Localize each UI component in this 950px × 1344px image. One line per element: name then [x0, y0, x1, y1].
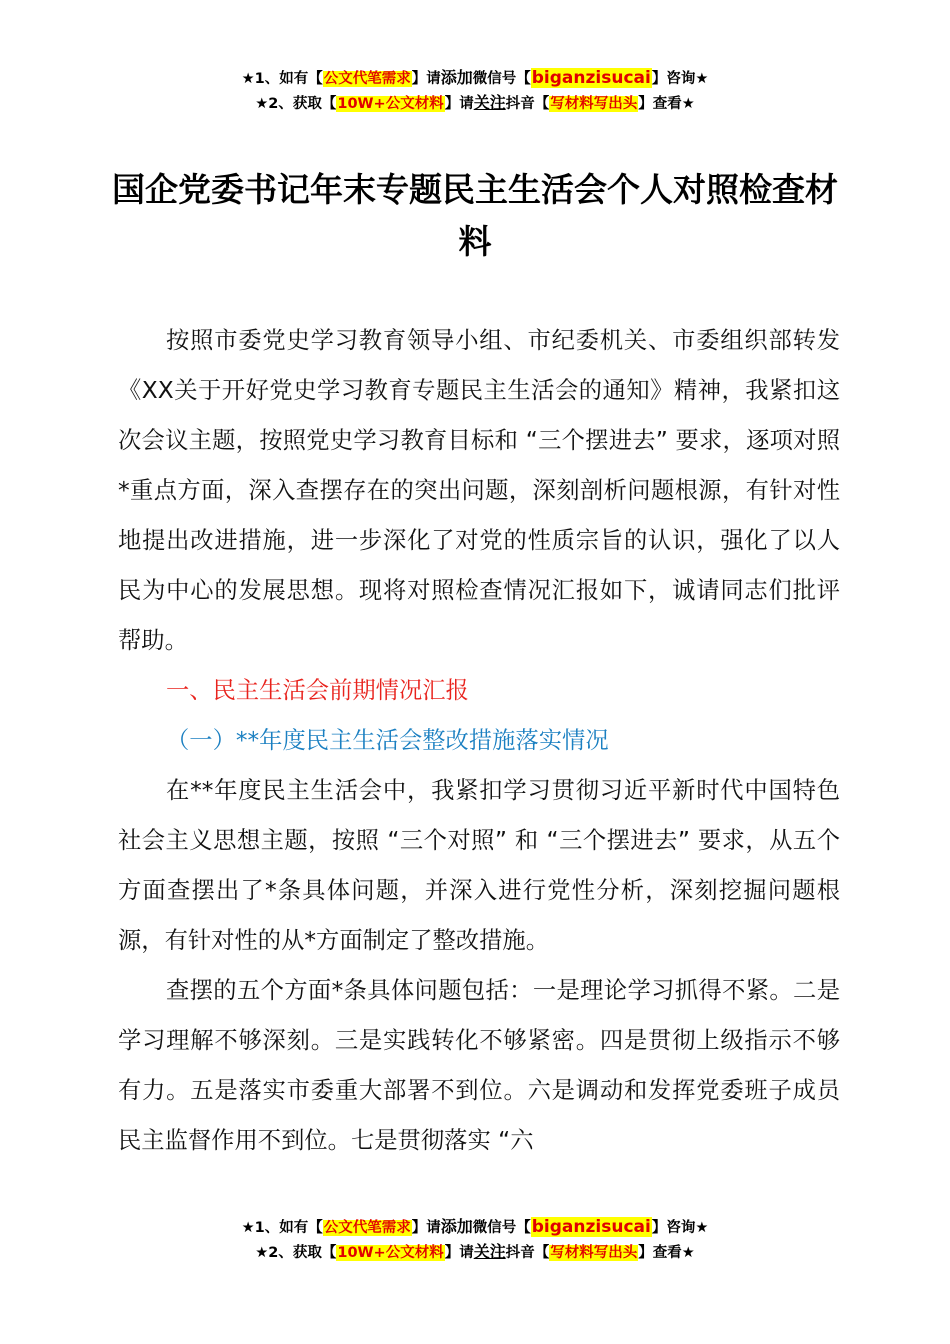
- banner-text: ★2、获取【: [255, 1245, 337, 1261]
- banner-highlight: 公文代笔需求: [323, 71, 411, 87]
- banner-highlight: 写材料写出头: [550, 1245, 638, 1261]
- body-paragraph: 在**年度民主生活会中，我紧扣学习贯彻习近平新时代中国特色社会主义思想主题，按照 “三个对照” 和 “三个摆进去” 要求，从五个方面查摆出了*条具体问题，并深入进行党性分析，深刻挖掘问题根源，有针对性的从*方面制定了整改措施。: [118, 777, 840, 954]
- banner-text: 】查看★: [638, 1245, 695, 1261]
- banner-line-1: [0, 1215, 950, 1240]
- banner-text: 】咨询★: [651, 1220, 709, 1236]
- body-paragraph: 按照市委党史学习教育领导小组、市纪委机关、市委组织部转发《XX关于开好党史学习教育专题民主生活会的通知》精神，我紧扣这次会议主题，按照党史学习教育目标和 “三个摆进去” 要求，逐项对照*重点方面，深入查摆存在的突出问题，深刻剖析问题根源，有针对性地提出改进措施，进一步深化了对党的性质宗旨的认识，强化了以人民为中心的发展思想。现将对照检查情况汇报如下，诚请同志们批评帮助。: [118, 327, 840, 654]
- banner-text: 】请: [411, 71, 441, 87]
- subsection-heading: （一）**年度民主生活会整改措施落实情况: [166, 727, 609, 754]
- banner-line-2: [0, 91, 950, 116]
- banner-text: 抖音【: [505, 1245, 550, 1261]
- banner-highlight: 10W+公文材料: [337, 96, 444, 112]
- banner-text: ★1、如有【: [241, 1220, 323, 1236]
- banner-text: 】查看★: [638, 96, 695, 112]
- banner-highlight: 公文代笔需求: [323, 1220, 411, 1236]
- banner-emphasis: 关注: [473, 1242, 506, 1261]
- banner-text: 】请: [444, 96, 474, 112]
- document-body: [118, 316, 840, 1166]
- banner-text: 】请: [411, 1220, 441, 1236]
- banner-highlight: biganzisucai: [531, 1217, 651, 1237]
- document-title: 国企党委书记年末专题民主生活会个人对照检查材料: [112, 170, 838, 261]
- banner-line-2: [0, 1240, 950, 1265]
- banner-highlight: 写材料写出头: [550, 96, 638, 112]
- banner-text: ★1、如有【: [241, 71, 323, 87]
- banner-text: 】请: [444, 1245, 474, 1261]
- banner-emphasis: 添加: [440, 1217, 473, 1236]
- banner-text: 微信号【: [472, 1220, 531, 1236]
- section-heading: 一、民主生活会前期情况汇报: [166, 677, 469, 704]
- header-banner: [0, 66, 950, 116]
- banner-highlight: 10W+公文材料: [337, 1245, 444, 1261]
- banner-text: 】咨询★: [651, 71, 709, 87]
- banner-text: 抖音【: [505, 96, 550, 112]
- banner-emphasis: 添加: [440, 68, 473, 87]
- banner-line-1: [0, 66, 950, 91]
- body-paragraph: 查摆的五个方面*条具体问题包括：一是理论学习抓得不紧。二是学习理解不够深刻。三是实践转化不够紧密。四是贯彻上级指示不够有力。五是落实市委重大部署不到位。六是调动和发挥党委班子成员民主监督作用不到位。七是贯彻落实 “六: [118, 977, 840, 1154]
- banner-text: ★2、获取【: [255, 96, 337, 112]
- banner-emphasis: 关注: [473, 93, 506, 112]
- banner-text: 微信号【: [472, 71, 531, 87]
- footer-banner: [0, 1215, 950, 1265]
- banner-highlight: biganzisucai: [531, 68, 651, 88]
